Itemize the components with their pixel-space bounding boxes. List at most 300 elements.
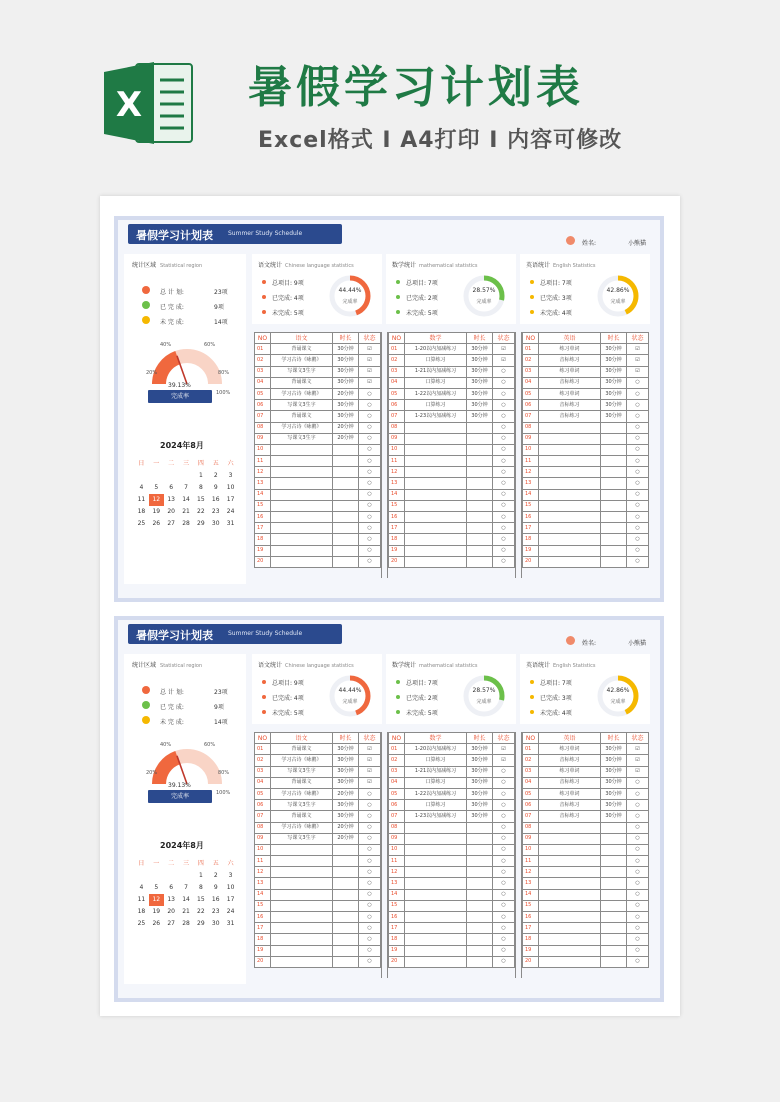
duration-cell[interactable]: 30分钟 [333,400,359,411]
status-checkbox[interactable]: ○ [493,912,515,923]
task-cell[interactable] [539,867,601,878]
task-cell[interactable] [405,822,467,833]
calendar-day[interactable]: 25 [137,520,146,527]
duration-cell[interactable] [333,523,359,534]
task-cell[interactable]: 写课文3生字 [271,400,333,411]
task-cell[interactable] [405,912,467,923]
status-checkbox[interactable]: ○ [493,489,515,500]
duration-cell[interactable]: 30分钟 [467,800,493,811]
calendar-day[interactable]: 1 [198,472,203,479]
calendar-day[interactable]: 31 [226,920,235,927]
duration-cell[interactable]: 30分钟 [601,766,627,777]
task-cell[interactable] [539,467,601,478]
duration-cell[interactable]: 30分钟 [601,377,627,388]
status-checkbox[interactable]: ○ [627,856,649,867]
duration-cell[interactable] [467,467,493,478]
calendar-day[interactable]: 25 [137,920,146,927]
task-cell[interactable]: 练习单词 [539,344,601,355]
status-checkbox[interactable]: ○ [493,945,515,956]
duration-cell[interactable]: 30分钟 [333,344,359,355]
status-checkbox[interactable]: ○ [359,800,381,811]
calendar-day[interactable]: 11 [137,496,146,503]
calendar-day[interactable]: 10 [226,484,235,491]
status-checkbox[interactable]: ○ [359,478,381,489]
duration-cell[interactable] [601,534,627,545]
duration-cell[interactable]: 30分钟 [467,366,493,377]
duration-cell[interactable] [333,467,359,478]
task-cell[interactable] [539,900,601,911]
duration-cell[interactable]: 30分钟 [467,400,493,411]
calendar-day[interactable]: 8 [198,484,203,491]
task-cell[interactable]: 音标练习 [539,377,601,388]
status-checkbox[interactable]: ○ [627,822,649,833]
duration-cell[interactable] [601,467,627,478]
task-cell[interactable]: 1-23以内加减练习 [405,811,467,822]
task-cell[interactable]: 口算练习 [405,355,467,366]
calendar-day[interactable]: 9 [213,884,218,891]
duration-cell[interactable]: 30分钟 [601,788,627,799]
status-checkbox[interactable]: ☑ [359,777,381,788]
status-checkbox[interactable]: ○ [359,512,381,523]
duration-cell[interactable]: 30分钟 [333,800,359,811]
status-checkbox[interactable]: ○ [359,400,381,411]
duration-cell[interactable] [333,912,359,923]
task-cell[interactable]: 1-20以内加减练习 [405,344,467,355]
calendar-day[interactable]: 24 [226,508,235,515]
status-checkbox[interactable]: ○ [359,844,381,855]
calendar-day[interactable]: 16 [211,496,220,503]
duration-cell[interactable] [467,489,493,500]
duration-cell[interactable] [467,556,493,567]
duration-cell[interactable]: 20分钟 [333,833,359,844]
status-checkbox[interactable]: ○ [627,377,649,388]
calendar-day[interactable]: 28 [182,520,190,527]
task-cell[interactable] [405,523,467,534]
calendar-day[interactable]: 22 [197,508,205,515]
status-checkbox[interactable]: ☑ [493,344,515,355]
duration-cell[interactable] [601,844,627,855]
duration-cell[interactable] [601,923,627,934]
calendar-day[interactable]: 15 [197,496,205,503]
task-cell[interactable] [539,945,601,956]
status-checkbox[interactable]: ○ [627,400,649,411]
status-checkbox[interactable]: ○ [493,377,515,388]
status-checkbox[interactable]: ○ [493,512,515,523]
task-cell[interactable] [271,456,333,467]
duration-cell[interactable]: 30分钟 [467,355,493,366]
status-checkbox[interactable]: ○ [359,945,381,956]
duration-cell[interactable] [333,456,359,467]
status-checkbox[interactable]: ☑ [359,766,381,777]
status-checkbox[interactable]: ○ [627,545,649,556]
task-cell[interactable] [405,889,467,900]
duration-cell[interactable] [333,867,359,878]
duration-cell[interactable] [467,444,493,455]
task-cell[interactable] [405,833,467,844]
calendar-day[interactable]: 27 [167,520,175,527]
status-checkbox[interactable]: ○ [493,433,515,444]
name-value[interactable]: 小熊猫 [628,240,647,247]
task-cell[interactable] [405,444,467,455]
task-cell[interactable] [405,478,467,489]
calendar-day[interactable]: 21 [182,908,190,915]
status-checkbox[interactable]: ○ [627,800,649,811]
calendar-day[interactable]: 13 [167,896,175,903]
duration-cell[interactable]: 30分钟 [333,777,359,788]
status-checkbox[interactable]: ○ [493,400,515,411]
task-cell[interactable] [271,844,333,855]
status-checkbox[interactable]: ○ [359,422,381,433]
status-checkbox[interactable]: ○ [493,456,515,467]
status-checkbox[interactable]: ○ [493,800,515,811]
calendar-day[interactable]: 14 [182,496,190,503]
task-cell[interactable] [271,912,333,923]
task-cell[interactable]: 练习单词 [539,744,601,755]
duration-cell[interactable] [601,889,627,900]
duration-cell[interactable] [601,433,627,444]
duration-cell[interactable] [601,945,627,956]
status-checkbox[interactable]: ○ [493,878,515,889]
duration-cell[interactable] [333,500,359,511]
duration-cell[interactable] [333,934,359,945]
status-checkbox[interactable]: ○ [359,411,381,422]
task-cell[interactable]: 写课文3生字 [271,833,333,844]
status-checkbox[interactable]: ○ [493,956,515,967]
task-cell[interactable] [539,923,601,934]
status-checkbox[interactable]: ○ [627,467,649,478]
duration-cell[interactable] [601,512,627,523]
duration-cell[interactable]: 30分钟 [601,777,627,788]
duration-cell[interactable] [467,889,493,900]
calendar-day[interactable]: 7 [184,884,188,891]
status-checkbox[interactable]: ☑ [359,377,381,388]
duration-cell[interactable] [467,545,493,556]
task-cell[interactable] [539,500,601,511]
task-cell[interactable]: 写课文3生字 [271,433,333,444]
calendar-day[interactable]: 18 [137,908,146,915]
status-checkbox[interactable]: ○ [493,534,515,545]
status-checkbox[interactable]: ○ [359,878,381,889]
task-cell[interactable] [271,923,333,934]
status-checkbox[interactable]: ☑ [359,744,381,755]
task-cell[interactable] [405,856,467,867]
duration-cell[interactable]: 30分钟 [467,411,493,422]
calendar-day[interactable]: 13 [167,496,175,503]
status-checkbox[interactable]: ○ [627,388,649,399]
duration-cell[interactable] [467,956,493,967]
duration-cell[interactable] [601,934,627,945]
status-checkbox[interactable]: ○ [627,811,649,822]
duration-cell[interactable]: 30分钟 [333,411,359,422]
task-cell[interactable]: 口算练习 [405,400,467,411]
duration-cell[interactable] [467,822,493,833]
duration-cell[interactable] [333,556,359,567]
calendar-day[interactable]: 20 [167,508,175,515]
duration-cell[interactable]: 30分钟 [467,766,493,777]
status-checkbox[interactable]: ☑ [359,355,381,366]
status-checkbox[interactable]: ○ [359,556,381,567]
status-checkbox[interactable]: ○ [359,433,381,444]
task-cell[interactable] [271,545,333,556]
status-checkbox[interactable]: ☑ [627,366,649,377]
status-checkbox[interactable]: ○ [359,856,381,867]
task-cell[interactable] [539,456,601,467]
status-checkbox[interactable]: ☑ [627,766,649,777]
status-checkbox[interactable]: ○ [493,788,515,799]
status-checkbox[interactable]: ○ [627,867,649,878]
name-value[interactable]: 小熊猫 [628,640,647,647]
duration-cell[interactable]: 30分钟 [467,377,493,388]
task-cell[interactable]: 学习古诗《咏鹅》 [271,355,333,366]
task-cell[interactable]: 音标练习 [539,400,601,411]
calendar-day[interactable]: 26 [152,520,161,527]
status-checkbox[interactable]: ○ [627,844,649,855]
status-checkbox[interactable]: ○ [627,534,649,545]
task-cell[interactable] [539,912,601,923]
calendar-day[interactable]: 17 [226,896,235,903]
duration-cell[interactable]: 20分钟 [333,422,359,433]
duration-cell[interactable]: 30分钟 [601,355,627,366]
status-checkbox[interactable]: ○ [493,500,515,511]
duration-cell[interactable] [333,489,359,500]
task-cell[interactable] [405,545,467,556]
status-checkbox[interactable]: ○ [493,856,515,867]
calendar-day[interactable]: 10 [226,884,235,891]
status-checkbox[interactable]: ○ [493,478,515,489]
calendar-day[interactable]: 19 [152,508,161,515]
status-checkbox[interactable]: ○ [627,777,649,788]
duration-cell[interactable] [333,844,359,855]
duration-cell[interactable] [467,512,493,523]
task-cell[interactable] [539,444,601,455]
calendar-day[interactable]: 24 [226,908,235,915]
duration-cell[interactable] [601,878,627,889]
calendar-day[interactable]: 17 [226,496,235,503]
status-checkbox[interactable]: ○ [493,467,515,478]
task-cell[interactable]: 音标练习 [539,800,601,811]
duration-cell[interactable]: 30分钟 [333,766,359,777]
task-cell[interactable] [539,478,601,489]
status-checkbox[interactable]: ○ [493,811,515,822]
task-cell[interactable] [271,512,333,523]
task-cell[interactable]: 1-21以内加减练习 [405,766,467,777]
task-cell[interactable]: 写课文3生字 [271,366,333,377]
status-checkbox[interactable]: ☑ [493,355,515,366]
calendar-day[interactable]: 29 [197,520,205,527]
status-checkbox[interactable]: ○ [627,422,649,433]
task-cell[interactable] [271,945,333,956]
task-cell[interactable] [539,422,601,433]
status-checkbox[interactable]: ○ [359,811,381,822]
task-cell[interactable] [539,856,601,867]
status-checkbox[interactable]: ○ [493,833,515,844]
status-checkbox[interactable]: ○ [359,956,381,967]
duration-cell[interactable] [601,444,627,455]
task-cell[interactable] [271,878,333,889]
task-cell[interactable]: 1-20以内加减练习 [405,744,467,755]
status-checkbox[interactable]: ○ [493,844,515,855]
calendar-day[interactable]: 30 [211,920,220,927]
status-checkbox[interactable]: ○ [493,366,515,377]
status-checkbox[interactable]: ☑ [627,355,649,366]
task-cell[interactable]: 1-23以内加减练习 [405,411,467,422]
status-checkbox[interactable]: ○ [359,934,381,945]
status-checkbox[interactable]: ☑ [359,755,381,766]
duration-cell[interactable] [467,433,493,444]
status-checkbox[interactable]: ○ [493,822,515,833]
status-checkbox[interactable]: ○ [627,833,649,844]
calendar-day[interactable]: 20 [167,908,175,915]
duration-cell[interactable] [601,456,627,467]
duration-cell[interactable] [467,534,493,545]
task-cell[interactable] [271,478,333,489]
status-checkbox[interactable]: ○ [627,556,649,567]
status-checkbox[interactable]: ○ [627,489,649,500]
duration-cell[interactable]: 30分钟 [467,811,493,822]
task-cell[interactable] [271,956,333,967]
status-checkbox[interactable]: ○ [627,478,649,489]
task-cell[interactable] [539,556,601,567]
calendar-day[interactable]: 3 [228,472,233,479]
status-checkbox[interactable]: ○ [359,923,381,934]
status-checkbox[interactable]: ○ [627,912,649,923]
duration-cell[interactable] [467,523,493,534]
duration-cell[interactable] [467,945,493,956]
status-checkbox[interactable]: ○ [627,523,649,534]
task-cell[interactable] [405,867,467,878]
status-checkbox[interactable]: ○ [493,422,515,433]
duration-cell[interactable] [333,889,359,900]
status-checkbox[interactable]: ○ [493,900,515,911]
duration-cell[interactable] [333,878,359,889]
task-cell[interactable]: 口算练习 [405,800,467,811]
duration-cell[interactable]: 30分钟 [601,744,627,755]
status-checkbox[interactable]: ○ [493,867,515,878]
status-checkbox[interactable]: ○ [493,923,515,934]
status-checkbox[interactable]: ○ [627,433,649,444]
calendar-day[interactable]: 30 [211,520,220,527]
duration-cell[interactable]: 30分钟 [601,411,627,422]
duration-cell[interactable]: 20分钟 [333,388,359,399]
status-checkbox[interactable]: ○ [359,534,381,545]
duration-cell[interactable] [467,900,493,911]
calendar-day[interactable]: 6 [169,484,174,491]
status-checkbox[interactable]: ○ [627,500,649,511]
duration-cell[interactable] [467,478,493,489]
task-cell[interactable] [539,523,601,534]
task-cell[interactable]: 练习单词 [539,766,601,777]
status-checkbox[interactable]: ○ [493,934,515,945]
status-checkbox[interactable]: ○ [493,889,515,900]
status-checkbox[interactable]: ○ [493,444,515,455]
task-cell[interactable] [405,489,467,500]
calendar-day-selected[interactable]: 12 [149,894,164,906]
task-cell[interactable]: 学习古诗《咏鹅》 [271,755,333,766]
duration-cell[interactable] [601,956,627,967]
calendar-day-selected[interactable]: 12 [149,494,164,506]
task-cell[interactable] [271,523,333,534]
task-cell[interactable] [271,900,333,911]
calendar-day[interactable]: 28 [182,920,190,927]
task-cell[interactable] [271,889,333,900]
status-checkbox[interactable]: ○ [359,444,381,455]
duration-cell[interactable]: 30分钟 [333,377,359,388]
duration-cell[interactable] [467,878,493,889]
duration-cell[interactable]: 20分钟 [333,788,359,799]
task-cell[interactable] [271,534,333,545]
task-cell[interactable]: 练习单词 [539,366,601,377]
duration-cell[interactable]: 30分钟 [601,388,627,399]
status-checkbox[interactable]: ○ [627,788,649,799]
task-cell[interactable]: 练习单词 [539,788,601,799]
duration-cell[interactable] [601,912,627,923]
status-checkbox[interactable]: ○ [627,444,649,455]
task-cell[interactable] [405,467,467,478]
calendar-day[interactable]: 29 [197,920,205,927]
duration-cell[interactable] [333,923,359,934]
task-cell[interactable]: 写课文3生字 [271,766,333,777]
calendar-day[interactable]: 6 [169,884,174,891]
task-cell[interactable] [539,534,601,545]
duration-cell[interactable] [601,856,627,867]
duration-cell[interactable]: 30分钟 [467,755,493,766]
status-checkbox[interactable]: ○ [493,523,515,534]
status-checkbox[interactable]: ○ [627,923,649,934]
status-checkbox[interactable]: ○ [359,489,381,500]
calendar-day[interactable]: 11 [137,896,146,903]
status-checkbox[interactable]: ○ [359,388,381,399]
task-cell[interactable] [405,422,467,433]
duration-cell[interactable] [333,956,359,967]
task-cell[interactable] [539,545,601,556]
duration-cell[interactable]: 30分钟 [333,755,359,766]
status-checkbox[interactable]: ○ [627,456,649,467]
status-checkbox[interactable]: ○ [359,889,381,900]
duration-cell[interactable] [333,478,359,489]
duration-cell[interactable]: 30分钟 [333,366,359,377]
calendar-day[interactable]: 15 [197,896,205,903]
calendar-day[interactable]: 5 [154,884,159,891]
status-checkbox[interactable]: ☑ [627,755,649,766]
task-cell[interactable] [405,512,467,523]
calendar-day[interactable]: 4 [139,884,144,891]
task-cell[interactable]: 背诵课文 [271,744,333,755]
calendar-day[interactable]: 4 [139,484,144,491]
task-cell[interactable]: 背诵课文 [271,411,333,422]
calendar-day[interactable]: 21 [182,508,190,515]
task-cell[interactable]: 1-22以内加减练习 [405,788,467,799]
calendar-day[interactable]: 1 [198,872,203,879]
status-checkbox[interactable]: ○ [359,467,381,478]
task-cell[interactable] [405,456,467,467]
task-cell[interactable] [405,900,467,911]
status-checkbox[interactable]: ○ [359,900,381,911]
duration-cell[interactable]: 30分钟 [601,811,627,822]
task-cell[interactable]: 1-21以内加减练习 [405,366,467,377]
status-checkbox[interactable]: ○ [359,833,381,844]
status-checkbox[interactable]: ○ [627,411,649,422]
duration-cell[interactable] [333,545,359,556]
calendar-day[interactable]: 8 [198,884,203,891]
status-checkbox[interactable]: ○ [359,456,381,467]
task-cell[interactable] [539,889,601,900]
duration-cell[interactable]: 30分钟 [467,388,493,399]
duration-cell[interactable] [467,912,493,923]
status-checkbox[interactable]: ☑ [359,344,381,355]
task-cell[interactable] [405,500,467,511]
task-cell[interactable] [405,878,467,889]
status-checkbox[interactable]: ○ [627,512,649,523]
